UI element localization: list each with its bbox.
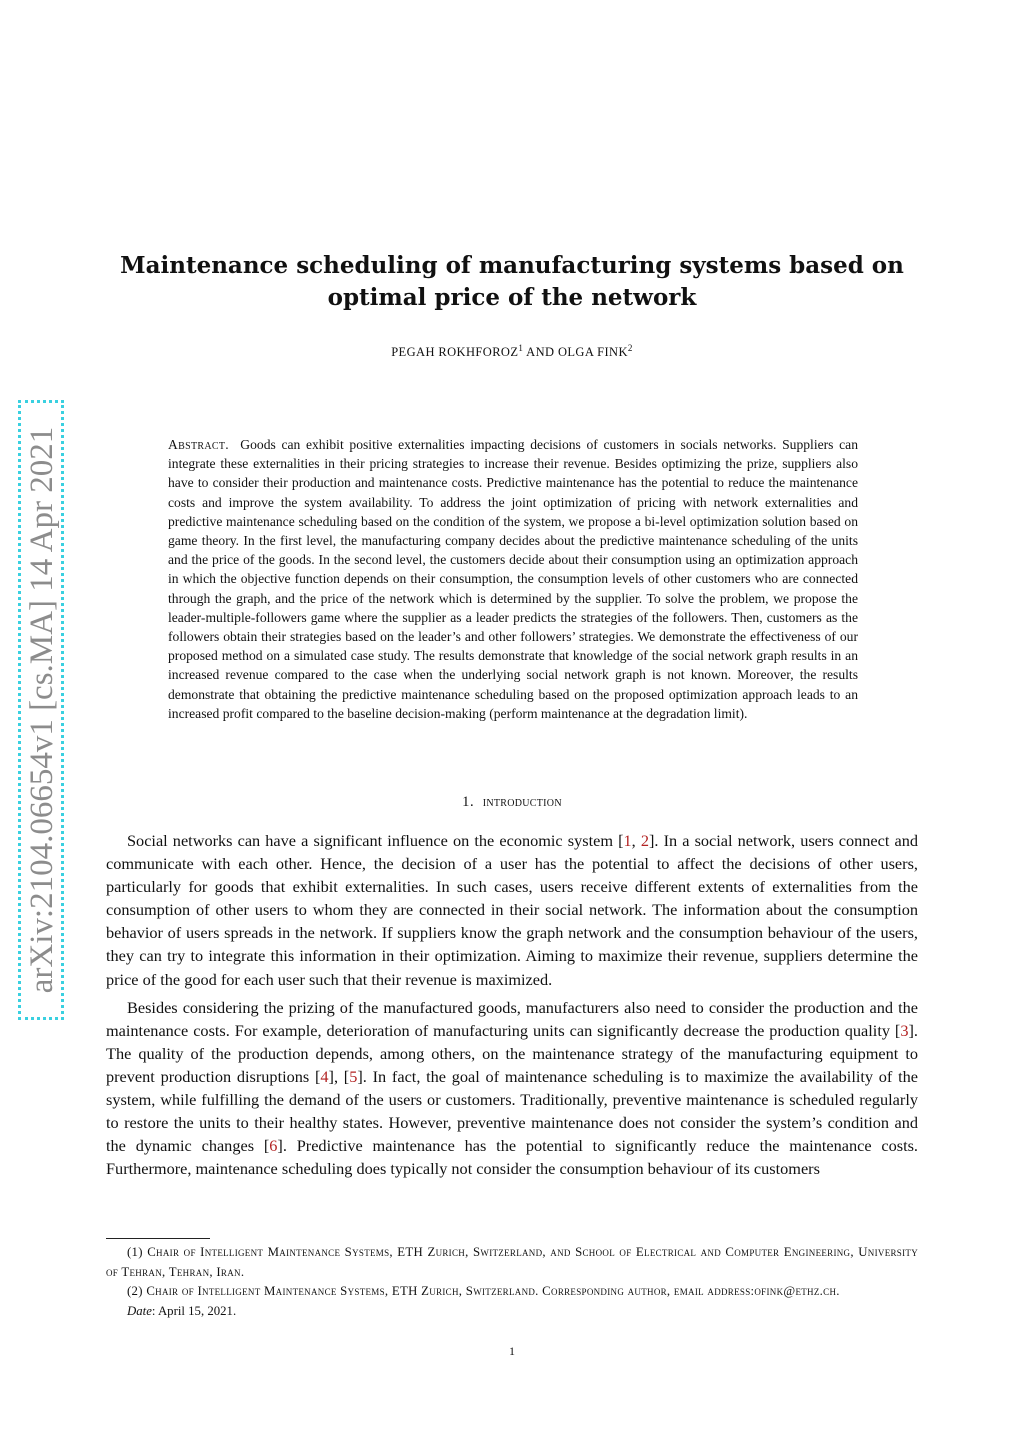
arxiv-identifier[interactable]: arXiv:2104.06654v1 [cs.MA] 14 Apr 2021 bbox=[24, 426, 60, 994]
section-number: 1. bbox=[462, 794, 475, 810]
author-name: OLGA FINK bbox=[557, 345, 628, 360]
date-value: : April 15, 2021. bbox=[151, 1303, 237, 1318]
date-line bbox=[106, 1302, 918, 1322]
author-name: PEGAH ROKHFOROZ bbox=[391, 345, 519, 360]
citation-link[interactable]: 4 bbox=[320, 1066, 329, 1086]
footnote-1: (1) Chair of Intelligent Maintenance Systems, ETH Zurich, Switzerland, and School of Electrical and Computer Engineering, University of Tehran, Tehran, Iran. bbox=[106, 1245, 918, 1279]
citation-link[interactable]: 3 bbox=[900, 1020, 909, 1040]
section-heading bbox=[120, 794, 904, 811]
text-run: ], [ bbox=[328, 1066, 350, 1086]
title-line-2: optimal price of the network bbox=[327, 284, 697, 311]
affiliation-marker: 1 bbox=[518, 343, 524, 353]
abstract-label: Abstract. bbox=[168, 437, 229, 452]
title-line-1: Maintenance scheduling of manufacturing systems based on bbox=[120, 252, 904, 279]
abstract-text: Goods can exhibit positive externalities impacting decisions of customers in socials networks. Suppliers can integrate these externalities in their pricing strategies to increase their revenue. Besides optimizing the prize, suppliers also have to consider their production and maintenance costs. Predictive maintenance has the potential to reduce the maintenance costs and improve the system availability. To address the joint optimization of pricing with network externalities and predictive maintenance scheduling based on the condition of the system, we propose a bi-level optimization solution based on game theory. In the first level, the manufacturing company decides about the predictive maintenance scheduling of the units and the price of the goods. In the second level, the customers decide about their consumption using an optimization approach in which the objective function depends on their consumption, the consumption levels of other customers who are connected through the graph, and the price of the network which is determined by the supplier. To solve the problem, we propose the leader-multiple-followers game where the supplier as a leader predicts the strategies of the followers. Then, customers as the followers obtain their strategies based on the leader’s and other followers’ strategies. We demonstrate the effectiveness of our proposed method on a simulated case study. The results demonstrate that knowledge of the social network graph results in an increased revenue compared to the case when the underlying social network graph is not known. Moreover, the results demonstrate that obtaining the predictive maintenance scheduling based on the proposed optimization approach leads to an increased profit compared to the baseline decision-making (perform maintenance at the degradation limit). bbox=[168, 437, 858, 721]
date-label: Date bbox=[127, 1303, 152, 1318]
text-run: Besides considering the prizing of the manufactured goods, manufacturers also need to consider the production and the maintenance costs. For example, deterioration of manufacturing units can significantly decrease the production quality [ bbox=[106, 997, 918, 1040]
citation-link[interactable]: 2 bbox=[640, 831, 649, 850]
paragraph bbox=[106, 829, 918, 991]
text-run: ]. In fact, the goal of maintenance scheduling is to maximize the availability of the system, while fulfilling the demand of the users or customers. Traditionally, preventive maintenance is scheduled regularly to restore the units to their healthy states. However, preventive maintenance does not consider the system’s condition and the dynamic changes [ bbox=[106, 1066, 918, 1156]
paper-title bbox=[120, 250, 904, 314]
footnote-2: (2) Chair of Intelligent Maintenance Systems, ETH Zurich, Switzerland. Corresponding author, email address:ofink@ethz.ch. bbox=[127, 1284, 840, 1298]
text-run: ]. Predictive maintenance has the potential to significantly reduce the maintenance costs. Furthermore, maintenance scheduling does typically not consider the consumption behaviour of its customers bbox=[106, 1136, 918, 1179]
text-run: Social networks can have a significant influence on the economic system [ bbox=[127, 831, 624, 850]
page-number: 1 bbox=[509, 1344, 515, 1358]
text-run: ]. In a social network, users connect and communicate with each other. Hence, the decision of a user has the potential to affect the decisions of other users, particularly for goods that exhibit externalities. In such cases, users receive different extents of externalities from the consumption of other users to whom they are connected in their social network. The information about the consumption behavior of users spreads in the network. If suppliers know the graph network and the consumption behaviour of the users, they can try to integrate this information in their optimization. Aiming to maximize their revenue, suppliers determine the price of the good for each user such that their revenue is maximized. bbox=[106, 831, 919, 989]
section-title: introduction bbox=[482, 794, 562, 810]
text-run: ]. The quality of the production depends, among others, on the maintenance strategy of the manufacturing equipment to prevent production disruptions [ bbox=[106, 1020, 918, 1086]
paragraph bbox=[106, 996, 918, 1181]
footnote-rule bbox=[106, 1238, 210, 1239]
affiliation-marker: 2 bbox=[627, 343, 633, 353]
citation-link[interactable]: 1 bbox=[623, 831, 632, 850]
citation-link[interactable]: 6 bbox=[269, 1136, 278, 1156]
abstract bbox=[168, 435, 858, 723]
author-conjunction: AND bbox=[523, 345, 558, 360]
introduction-body bbox=[106, 829, 918, 1185]
author-list bbox=[120, 343, 904, 360]
citation-link[interactable]: 5 bbox=[349, 1066, 358, 1086]
text-run: , bbox=[631, 831, 641, 850]
footnotes bbox=[106, 1243, 918, 1321]
